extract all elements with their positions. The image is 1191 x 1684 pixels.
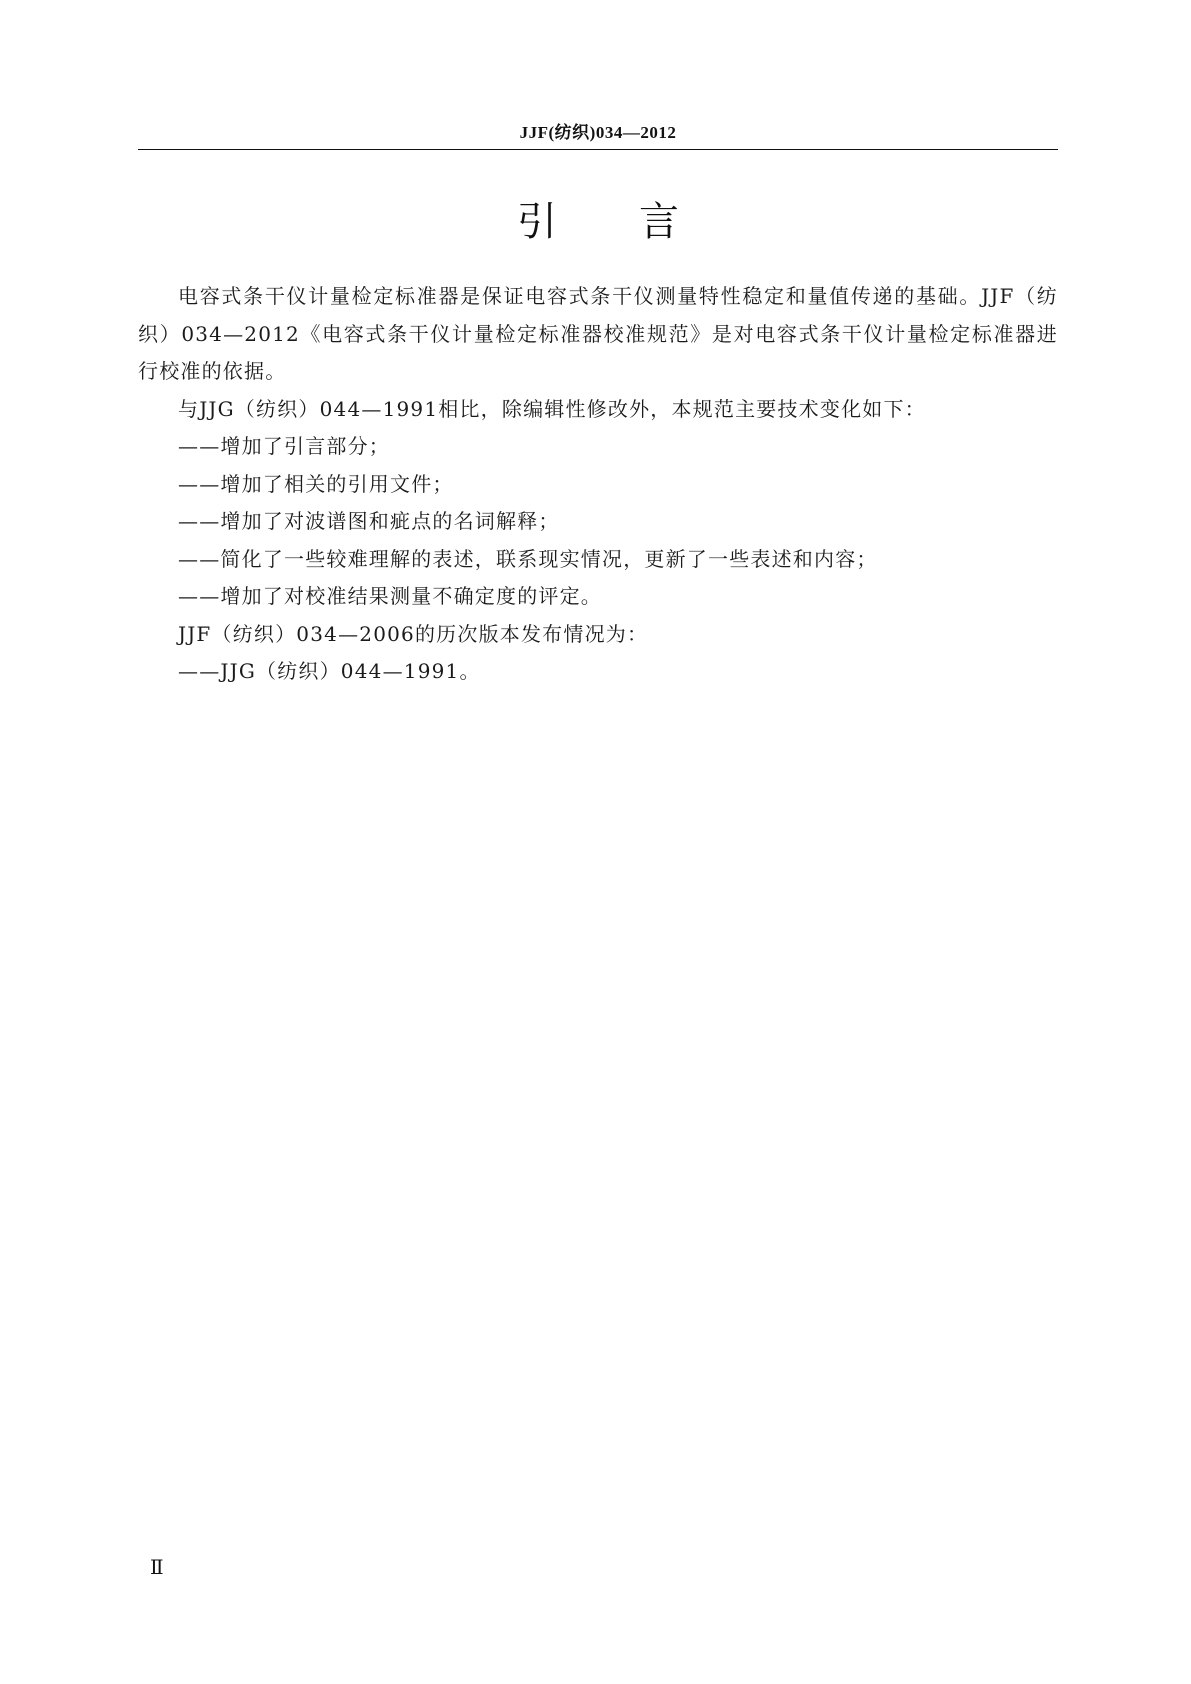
change-item: ——增加了引言部分；: [178, 434, 390, 458]
change-item: ——增加了对波谱图和疵点的名词解释；: [178, 509, 560, 533]
paragraph-changes-lead: 与JJG（纺织）044—1991相比，除编辑性修改外，本规范主要技术变化如下：: [178, 396, 926, 421]
history-item: ——JJG（纺织）044—1991。: [178, 659, 481, 683]
change-item: ——简化了一些较难理解的表述，联系现实情况，更新了一些表述和内容；: [178, 546, 878, 571]
running-header: JJF(纺织)034—2012: [519, 123, 677, 142]
body-text: [138, 278, 1058, 691]
page-number: Ⅱ: [150, 1555, 164, 1579]
paragraph-history-lead: JJF（纺织）034—2006的历次版本发布情况为：: [178, 621, 649, 646]
section-title: [138, 196, 1058, 248]
title-char-2: 言: [639, 199, 679, 245]
title-char-1: 引: [517, 199, 557, 245]
change-item: ——增加了对校准结果测量不确定度的评定。: [178, 584, 602, 608]
header-rule: [138, 149, 1058, 150]
paragraph-intro: 电容式条干仪计量检定标准器是保证电容式条干仪测量特性稳定和量值传递的基础。JJF（纺织）034—2012《电容式条干仪计量检定标准器校准规范》是对电容式条干仪计量检定标准器进行校准的依据。: [138, 284, 1058, 383]
change-item: ——增加了相关的引用文件；: [178, 471, 454, 496]
